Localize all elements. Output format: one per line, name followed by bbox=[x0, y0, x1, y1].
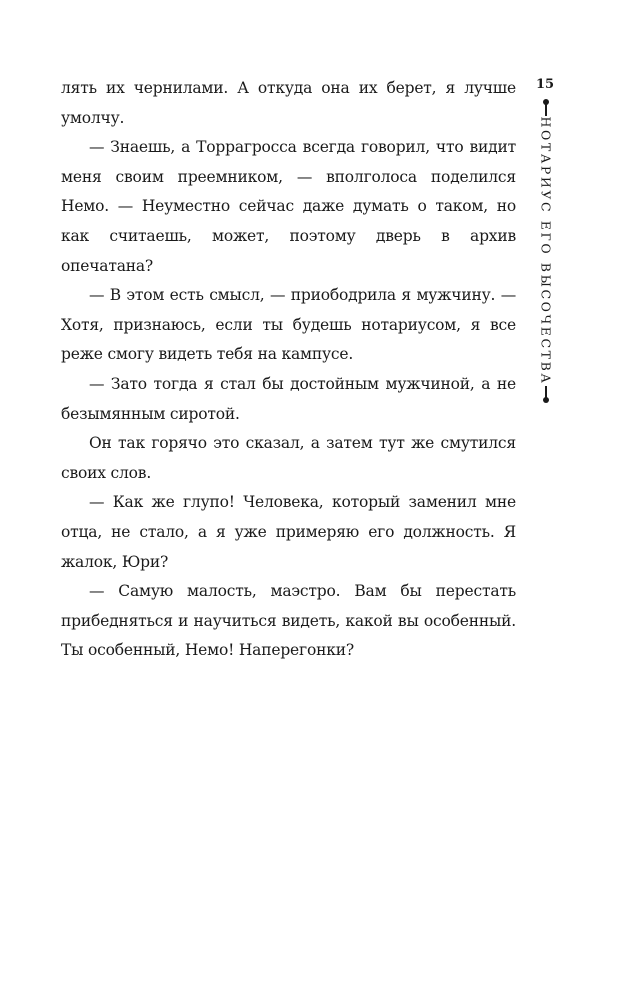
paragraph-6: — Как же глупо! Человека, который заменил мне отца, не стало, а я уже примеряю его должность. Я жалок, Юри? bbox=[61, 493, 516, 571]
paragraph-3: — В этом есть смысл, — приободрила я мужчину. — Хотя, признаюсь, если ты будешь нотариусом, я все реже смогу видеть тебя на кампусе. bbox=[61, 286, 516, 364]
page-number: 15 bbox=[535, 77, 555, 92]
paragraph-5: Он так горячо это сказал, а затем тут же смутился своих слов. bbox=[61, 434, 516, 482]
running-head-title: НОТАРИУС ЕГО ВЫСОЧЕСТВА bbox=[538, 116, 554, 386]
body-text bbox=[61, 74, 516, 666]
paragraph-1: лять их чернилами. А откуда она их берет, я лучше умолчу. bbox=[61, 79, 516, 127]
paragraph-2: — Знаешь, а Торрагросса всегда говорил, что видит меня своим преемником, — вполголоса поделился Немо. — Неуместно сейчас даже думать о таком, но как считаешь, может, поэтому дверь в архив опечатана? bbox=[61, 138, 516, 275]
rule-bottom-dot bbox=[543, 397, 549, 403]
paragraph-7: — Самую малость, маэстро. Вам бы перестать прибедняться и научиться видеть, какой вы особенный. Ты особенный, Немо! Наперегонки? bbox=[61, 582, 516, 660]
rule-top-dot bbox=[543, 99, 549, 105]
running-head-title-wrap bbox=[535, 116, 557, 386]
paragraph-4: — Зато тогда я стал бы достойным мужчиной, а не безымянным сиротой. bbox=[61, 374, 516, 423]
